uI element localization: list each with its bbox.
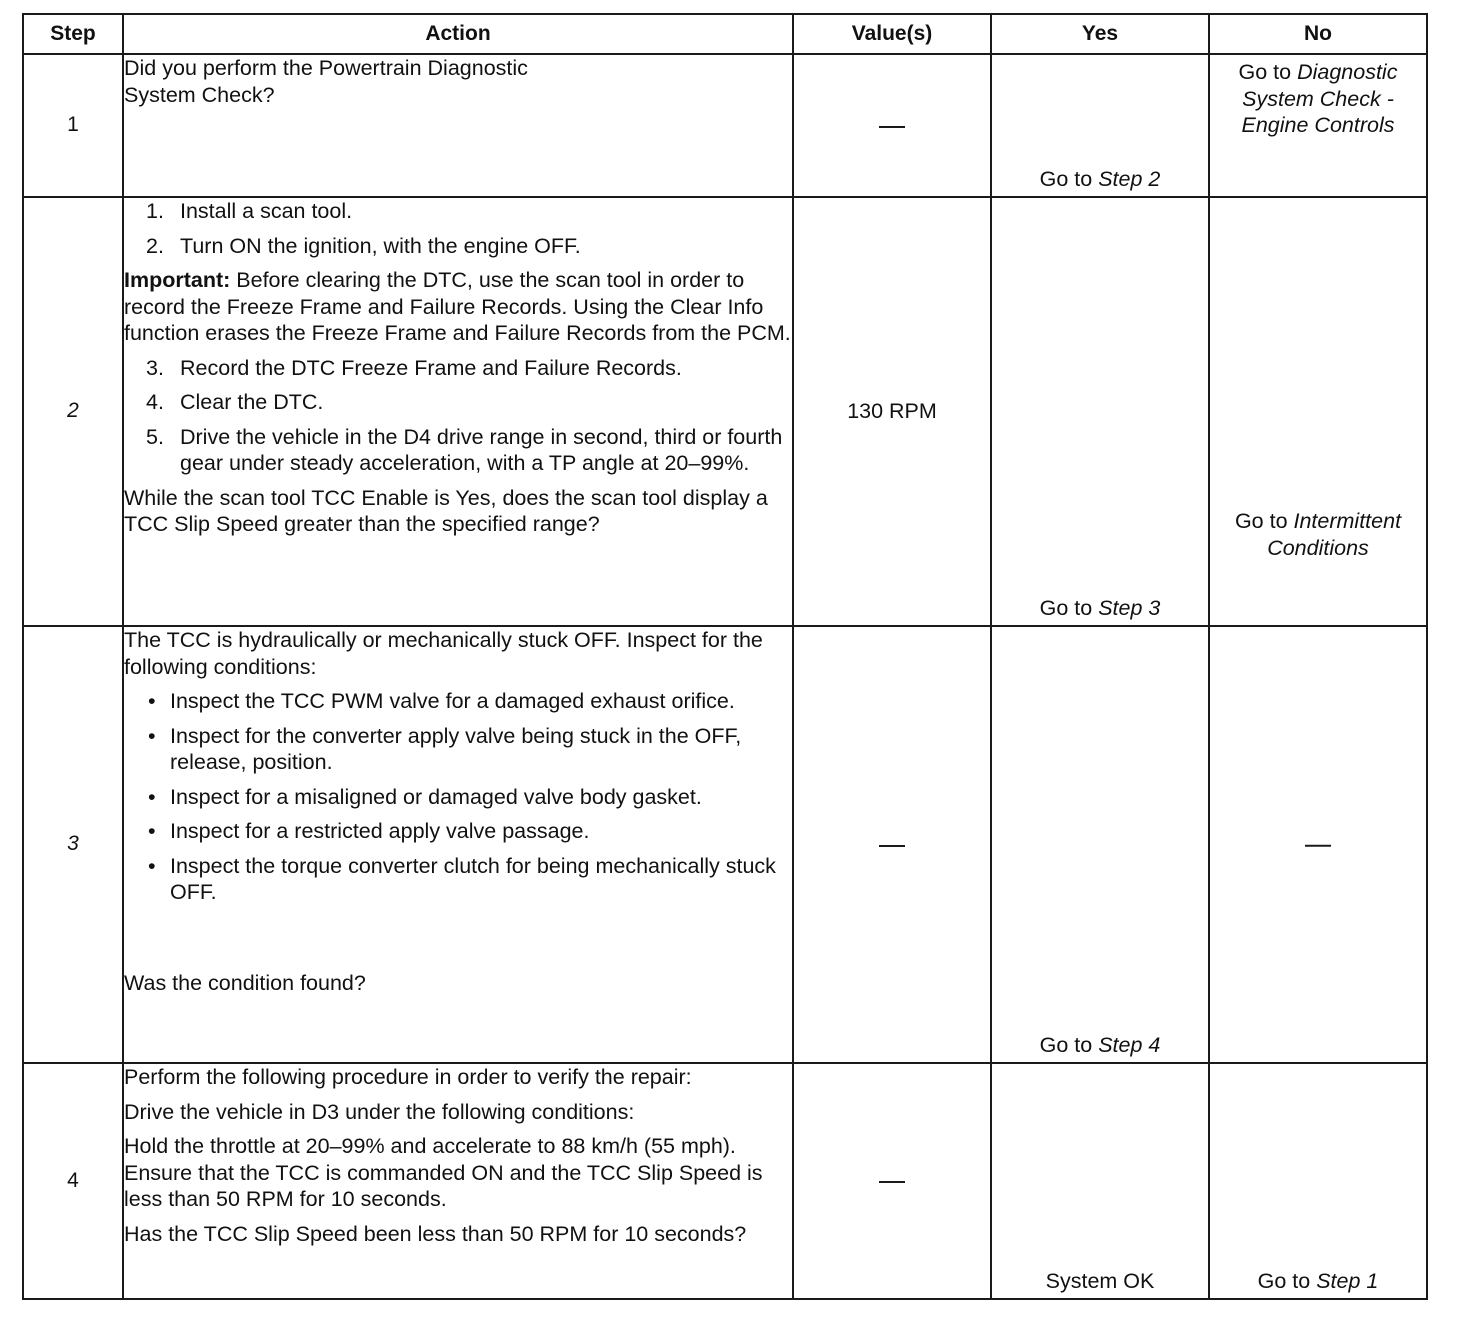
action-cell xyxy=(123,54,793,197)
bullet-list xyxy=(124,688,792,906)
dash-mark xyxy=(1305,845,1331,847)
list-item: 2. Turn ON the ignition, with the engine OFF. xyxy=(146,233,581,258)
list-item: 5. Drive the vehicle in the D4 drive range in second, third or fourth gear under steady acceleration, with a TP angle at 20–99%. xyxy=(146,424,783,475)
no-reference[interactable]: Go to Diagnostic System Check - Engine Controls xyxy=(1238,60,1398,137)
header-values: Value(s) xyxy=(793,14,991,54)
numbered-list xyxy=(124,355,792,477)
intro-text: The TCC is hydraulically or mechanically stuck OFF. Inspect for the following conditions: xyxy=(124,628,763,679)
list-item: 1. Install a scan tool. xyxy=(146,199,353,223)
yes-cell xyxy=(991,1063,1209,1299)
action-cell xyxy=(123,1063,793,1299)
no-cell xyxy=(1209,197,1427,626)
table-row xyxy=(23,626,1427,1063)
dash-mark xyxy=(879,845,905,847)
action-cell xyxy=(123,197,793,626)
yes-reference[interactable]: Go to Step 2 xyxy=(1039,166,1161,191)
no-reference[interactable]: Go to Step 1 xyxy=(1257,1268,1379,1293)
no-cell xyxy=(1209,626,1427,1063)
yes-reference[interactable]: Go to Step 4 xyxy=(1039,1032,1161,1057)
action-cell xyxy=(123,626,793,1063)
procedure-text: Perform the following procedure in order to verify the repair: xyxy=(124,1065,692,1089)
value-cell xyxy=(793,54,991,197)
no-cell xyxy=(1209,1063,1427,1299)
list-item: • Inspect for the converter apply valve being stuck in the OFF, release, position. xyxy=(124,723,792,776)
step-number: 4 xyxy=(23,1063,123,1299)
yes-cell xyxy=(991,626,1209,1063)
dash-mark xyxy=(879,1181,905,1183)
action-text: Did you perform the Powertrain Diagnostic System Check? xyxy=(124,56,528,107)
header-step: Step xyxy=(23,14,123,54)
step-number: 2 xyxy=(23,197,123,626)
table-row xyxy=(23,197,1427,626)
diagnostic-table xyxy=(22,13,1428,1300)
list-item: • Inspect the torque converter clutch for being mechanically stuck OFF. xyxy=(124,853,792,906)
list-item: • Inspect for a misaligned or damaged valve body gasket. xyxy=(124,784,792,811)
no-reference xyxy=(1210,831,1426,858)
procedure-text: Hold the throttle at 20–99% and accelerate to 88 km/h (55 mph). Ensure that the TCC is commanded ON and the TCC Slip Speed is less than 50 RPM for 10 seconds. xyxy=(124,1134,763,1211)
table-row xyxy=(23,54,1427,197)
procedure-text: Drive the vehicle in D3 under the following conditions: xyxy=(124,1099,635,1124)
table-row xyxy=(23,1063,1427,1299)
yes-result: System OK xyxy=(1045,1268,1155,1293)
question-text: While the scan tool TCC Enable is Yes, does the scan tool display a TCC Slip Speed greater than the specified range? xyxy=(124,485,768,536)
value-cell xyxy=(793,1063,991,1299)
header-yes: Yes xyxy=(991,14,1209,54)
list-item: • Inspect the TCC PWM valve for a damaged exhaust orifice. xyxy=(124,688,792,715)
list-item: • Inspect for a restricted apply valve passage. xyxy=(124,818,792,845)
no-reference[interactable]: Go to Intermittent Conditions xyxy=(1234,509,1402,560)
question-text: Was the condition found? xyxy=(124,970,366,995)
value-cell: 130 RPM xyxy=(793,197,991,626)
numbered-list xyxy=(124,198,792,259)
yes-cell xyxy=(991,54,1209,197)
dash-mark xyxy=(879,126,905,128)
list-item: 3. Record the DTC Freeze Frame and Failure Records. xyxy=(146,355,682,380)
no-cell xyxy=(1209,54,1427,197)
header-action: Action xyxy=(123,14,793,54)
yes-cell xyxy=(991,197,1209,626)
step-number: 3 xyxy=(23,626,123,1063)
header-row xyxy=(23,14,1427,54)
header-no: No xyxy=(1209,14,1427,54)
question-text: Has the TCC Slip Speed been less than 50 RPM for 10 seconds? xyxy=(124,1221,747,1246)
list-item: 4. Clear the DTC. xyxy=(146,390,324,414)
important-note: Important: Before clearing the DTC, use the scan tool in order to record the Freeze Frame and Failure Records. Using the Clear Info function erases the Freeze Frame and Failure Records from the PCM. xyxy=(124,268,791,345)
value-cell xyxy=(793,626,991,1063)
step-number: 1 xyxy=(23,54,123,197)
yes-reference[interactable]: Go to Step 3 xyxy=(1039,595,1161,620)
